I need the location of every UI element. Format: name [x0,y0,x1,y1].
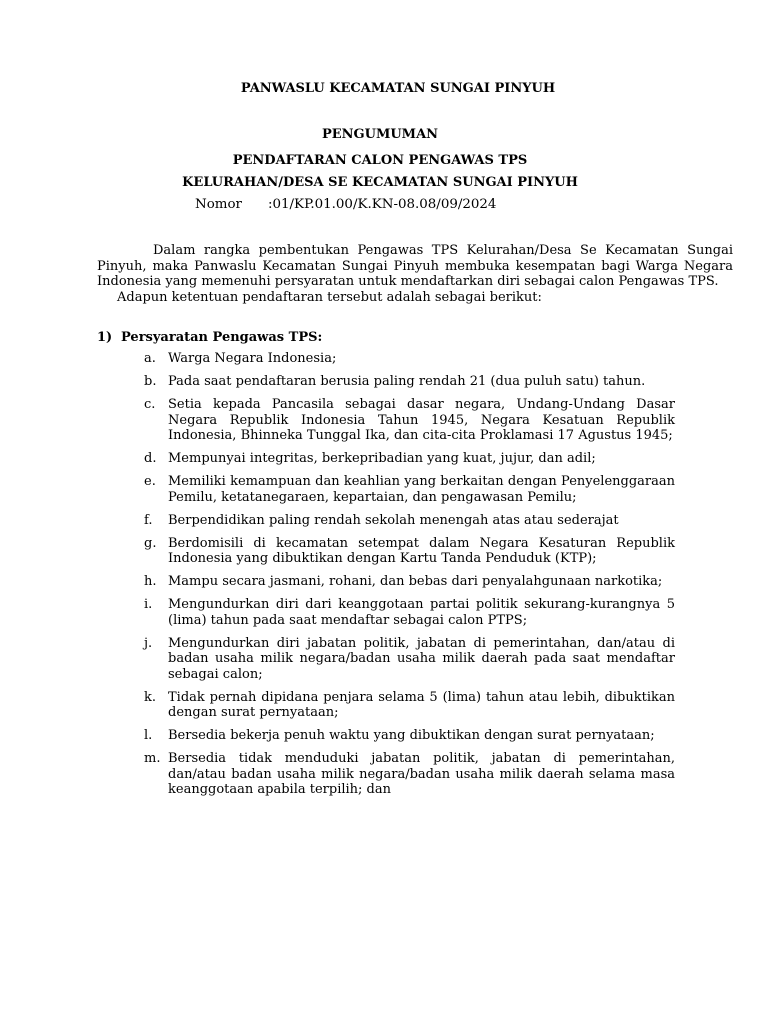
document-number-label: Nomor [195,197,242,212]
requirement-text: Berpendidikan paling rendah sekolah menengah atas atau sederajat [168,512,619,528]
requirement-letter: e. [144,474,156,489]
section-title: Persyaratan Pengawas TPS: [121,330,323,345]
document-number-value: :01/KP.01.00/K.KN-08.08/09/2024 [268,197,497,212]
requirement-letter: f. [144,512,153,528]
requirements-heading [97,330,322,346]
announcement-scope: KELURAHAN/DESA SE KECAMATAN SUNGAI PINYUH [182,175,578,190]
requirement-letter: c. [144,397,156,412]
requirement-text: Mengundurkan diri jabatan politik, jabatan di pemerintahan, dan/atau di badan usaha milik negara/badan usaha milik daerah pada saat mendaftar sebagai calon; [168,635,675,682]
requirement-item [144,636,675,683]
requirement-text: Warga Negara Indonesia; [168,351,337,366]
intro-block [97,243,733,305]
requirement-letter: d. [144,451,157,466]
requirement-text: Tidak pernah dipidana penjara selama 5 (lima) tahun atau lebih, dibuktikan dengan surat pernyataan; [168,689,675,720]
announcement-title: PENGUMUMAN [321,127,439,142]
requirement-text: Mengundurkan diri dari keanggotaan partai politik sekurang-kurangnya 5 (lima) tahun pada saat mendaftar sebagai calon PTPS; [168,597,675,628]
requirement-letter: i. [144,597,153,612]
requirements-list [144,351,675,805]
requirement-letter: g. [144,535,157,551]
requirement-text: Mempunyai integritas, berkepribadian yang kuat, jujur, dan adil; [168,451,596,466]
requirement-item [144,728,675,744]
requirement-text: Memiliki kemampuan dan keahlian yang berkaitan dengan Penyelenggaraan Pemilu, ketatanegaraen, kepartaian, dan pengawasan Pemilu; [168,474,675,505]
requirement-letter: h. [144,574,157,589]
requirement-item [144,513,675,529]
requirement-item [144,751,675,798]
section-number: 1) [97,330,113,345]
intro-closing-paragraph: Adapun ketentuan pendaftaran tersebut adalah sebagai berikut: [117,289,542,305]
requirement-text: Bersedia tidak menduduki jabatan politik, jabatan di pemerintahan, dan/atau badan usaha milik negara/badan usaha milik daerah selama masa keanggotaan apabila terpilih; dan [168,751,675,797]
intro-paragraph: Dalam rangka pembentukan Pengawas TPS Kelurahan/Desa Se Kecamatan Sungai Pinyuh, maka Panwaslu Kecamatan Sungai Pinyuh membuka kesempatan bagi Warga Negara Indonesia yang memenuhi persyaratan untuk mendaftarkan diri sebagai calon Pengawas TPS. [97,243,733,289]
requirement-letter: j. [144,635,153,651]
requirement-letter: k. [144,689,157,705]
requirement-item [144,536,675,567]
requirement-item [144,374,675,390]
requirement-text: Pada saat pendaftaran berusia paling rendah 21 (dua puluh satu) tahun. [168,374,646,389]
document-number [195,197,496,213]
requirement-letter: l. [144,728,153,743]
requirement-text: Setia kepada Pancasila sebagai dasar negara, Undang-Undang Dasar Negara Republik Indonesia Tahun 1945, Negara Kesatuan Republik Indonesia, Bhinneka Tunggal Ika, dan cita-cita Proklamasi 17 Agustus 1945; [168,397,675,443]
requirement-text: Berdomisili di kecamatan setempat dalam Negara Kesaturan Republik Indonesia yang dibuktikan dengan Kartu Tanda Penduduk (KTP); [168,535,675,566]
requirement-item [144,597,675,628]
requirement-item [144,351,675,367]
organization-heading: PANWASLU KECAMATAN SUNGAI PINYUH [240,81,556,96]
requirement-item [144,690,675,721]
requirement-item [144,397,675,444]
requirement-letter: b. [144,374,157,389]
requirement-item [144,574,675,590]
requirement-letter: m. [144,751,161,766]
requirement-letter: a. [144,351,156,366]
requirement-text: Mampu secara jasmani, rohani, dan bebas dari penyalahgunaan narkotika; [168,574,663,589]
requirement-text: Bersedia bekerja penuh waktu yang dibuktikan dengan surat pernyataan; [168,728,655,743]
requirement-item [144,474,675,505]
requirement-item [144,451,675,467]
announcement-subtitle: PENDAFTARAN CALON PENGAWAS TPS [232,153,528,168]
